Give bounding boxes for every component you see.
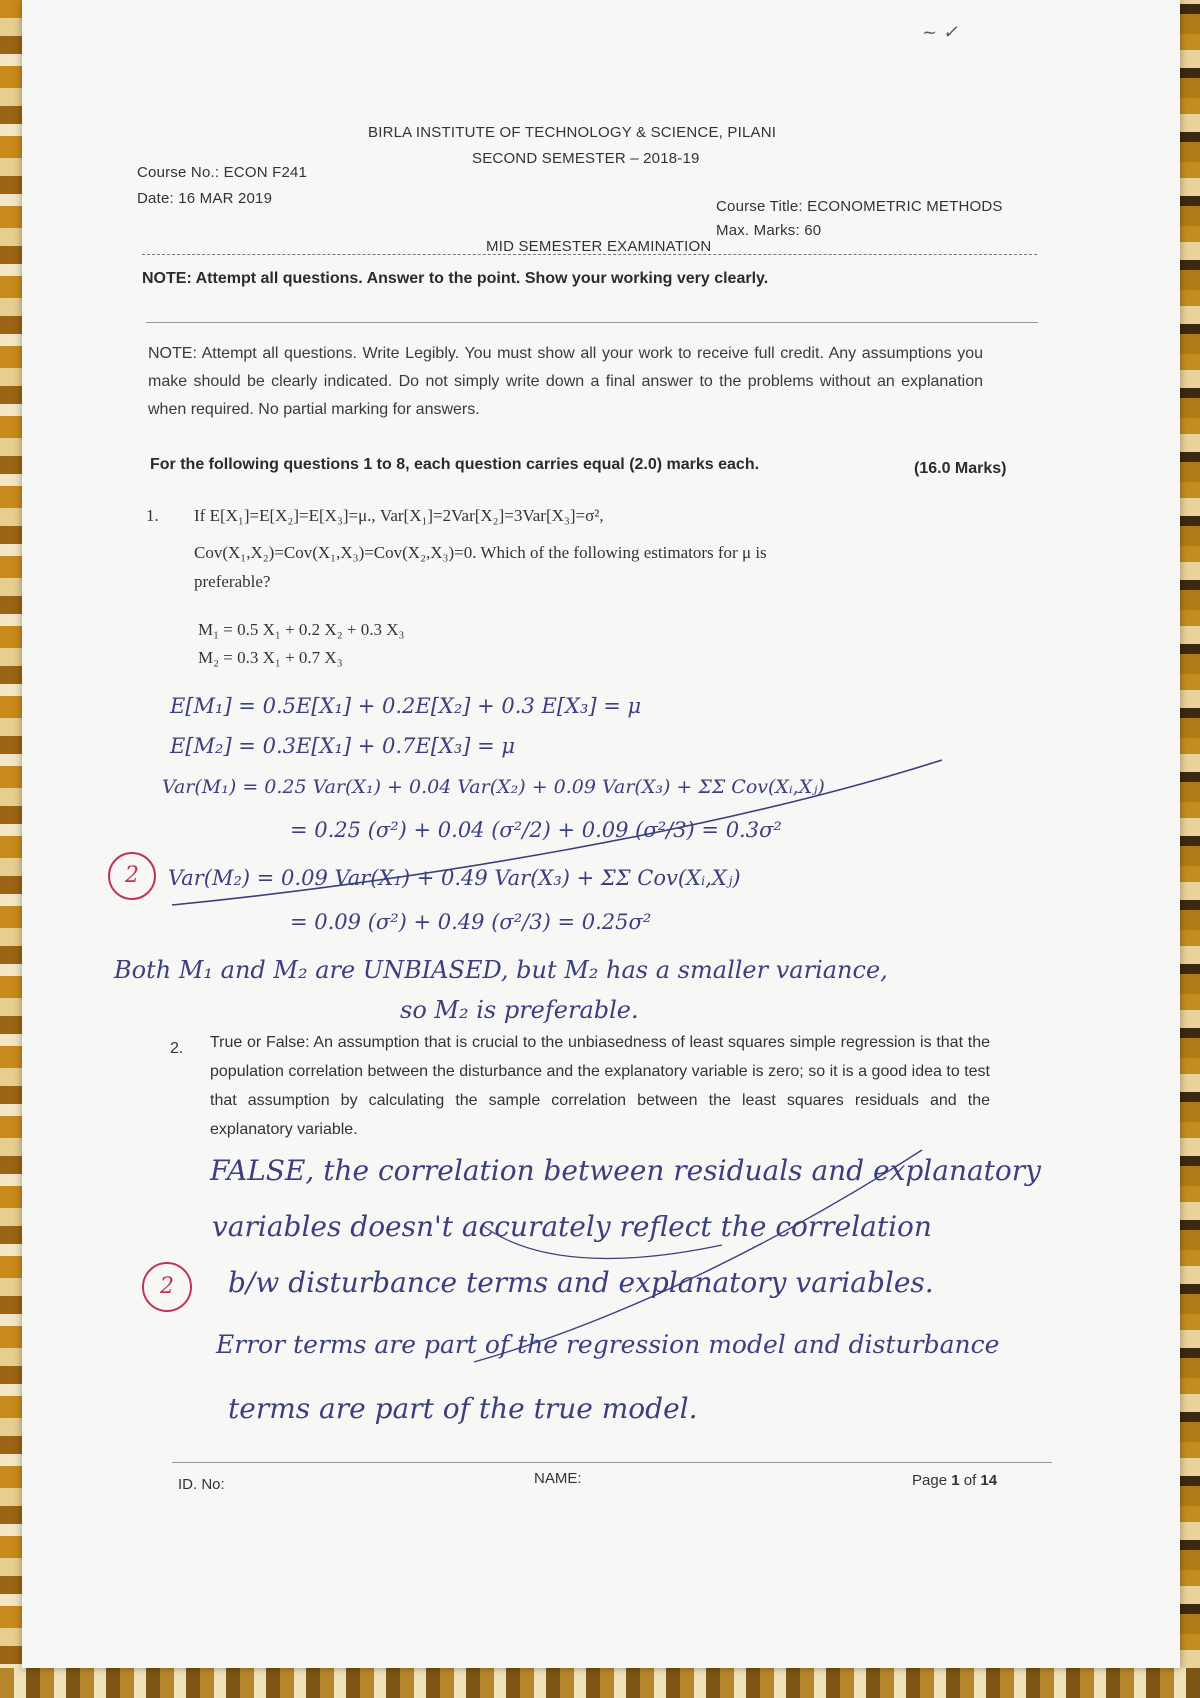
section-marks: (16.0 Marks) — [914, 460, 1007, 477]
q2-answer-line4: Error terms are part of the regression model and disturbance — [216, 1330, 1000, 1359]
note-secondary: NOTE: Attempt all questions. Write Legibly. You must show all your work to receive full credit. Any assumptions you make should be clearly indicated. Do not simply write down a final answer to the problems without an explanation when required. No partial marking for answers. — [148, 345, 983, 418]
exam-title: MID SEMESTER EXAMINATION — [486, 238, 712, 255]
exam-date: Date: 16 MAR 2019 — [137, 190, 273, 207]
q2-score-circle: 2 — [142, 1262, 192, 1312]
course-title: Course Title: ECONOMETRIC METHODS — [716, 198, 1003, 215]
course-number: Course No.: ECON F241 — [137, 164, 308, 181]
q2-answer-line5: terms are part of the true model. — [228, 1392, 698, 1425]
footer-id: ID. No: — [178, 1476, 225, 1493]
q1-answer-line4: = 0.25 (σ²) + 0.04 (σ²/2) + 0.09 (σ²/3) = 0.3σ² — [290, 818, 782, 842]
page-total: 14 — [980, 1472, 998, 1489]
top-scribble: ~ ✓ — [922, 22, 958, 43]
q2-answer-line3: b/w disturbance terms and explanatory variables. — [228, 1266, 934, 1299]
section-intro: For the following questions 1 to 8, each question carries equal (2.0) marks each. — [150, 456, 760, 473]
footer-name: NAME: — [534, 1470, 582, 1487]
institute-name: BIRLA INSTITUTE OF TECHNOLOGY & SCIENCE, PILANI — [368, 124, 777, 141]
q1-answer-line1: E[M₁] = 0.5E[X₁] + 0.2E[X₂] + 0.3 E[X₃] = μ — [170, 694, 642, 718]
semester-label: SECOND SEMESTER – 2018-19 — [472, 150, 700, 167]
exam-paper — [22, 0, 1180, 1668]
q1-conclusion-line2: so M₂ is preferable. — [400, 996, 639, 1024]
q1-estimator-m1: M₁ = 0.5 X₁ + 0.2 X₂ + 0.3 X₃ — [198, 620, 405, 639]
page-mid: of — [963, 1472, 977, 1489]
page-number: 1 — [951, 1472, 960, 1489]
q1-answer-line2: E[M₂] = 0.3E[X₁] + 0.7E[X₃] = μ — [170, 734, 516, 758]
page-prefix: Page — [912, 1472, 948, 1489]
q2-answer-line2: variables doesn't accurately reflect the correlation — [212, 1210, 932, 1243]
q1-answer-line3: Var(M₁) = 0.25 Var(X₁) + 0.04 Var(X₂) + 0.09 Var(X₃) + ΣΣ Cov(Xᵢ,Xⱼ) — [162, 776, 825, 798]
note-primary: NOTE: Attempt all questions. Answer to the point. Show your working very clearly. — [142, 270, 769, 287]
q2-answer-line1: FALSE, the correlation between residuals and explanatory — [210, 1154, 1041, 1187]
q1-score-circle: 2 — [108, 852, 156, 900]
q1-number: 1. — [146, 506, 159, 525]
q2-number: 2. — [170, 1040, 184, 1057]
q1-answer-line6: = 0.09 (σ²) + 0.49 (σ²/3) = 0.25σ² — [290, 910, 652, 934]
background-fabric-bottom — [0, 1668, 1200, 1698]
max-marks: Max. Marks: 60 — [716, 222, 822, 239]
q2-text: True or False: An assumption that is crucial to the unbiasedness of least squares simple regression is that the population correlation between the disturbance and the explanatory variable is zero; so it is a good idea to test that assumption by calculating the sample correlation between the least squares residuals and the explanatory variable. — [210, 1034, 990, 1138]
q1-conclusion-line1: Both M₁ and M₂ are UNBIASED, but M₂ has a smaller variance, — [114, 956, 888, 984]
q1-line1: If E[X₁]=E[X₂]=E[X₃]=μ., Var[X₁]=2Var[X₂]=3Var[X₃]=σ², — [194, 506, 604, 525]
footer-page — [912, 1472, 997, 1489]
q1-line3: preferable? — [194, 572, 271, 591]
q1-estimator-m2: M₂ = 0.3 X₁ + 0.7 X₃ — [198, 648, 343, 667]
footer-divider — [172, 1462, 1052, 1463]
q1-line2: Cov(X₁,X₂)=Cov(X₁,X₃)=Cov(X₂,X₃)=0. Which of the following estimators for μ is — [194, 543, 767, 562]
q1-answer-line5: Var(M₂) = 0.09 Var(X₁) + 0.49 Var(X₃) + ΣΣ Cov(Xᵢ,Xⱼ) — [168, 866, 741, 890]
